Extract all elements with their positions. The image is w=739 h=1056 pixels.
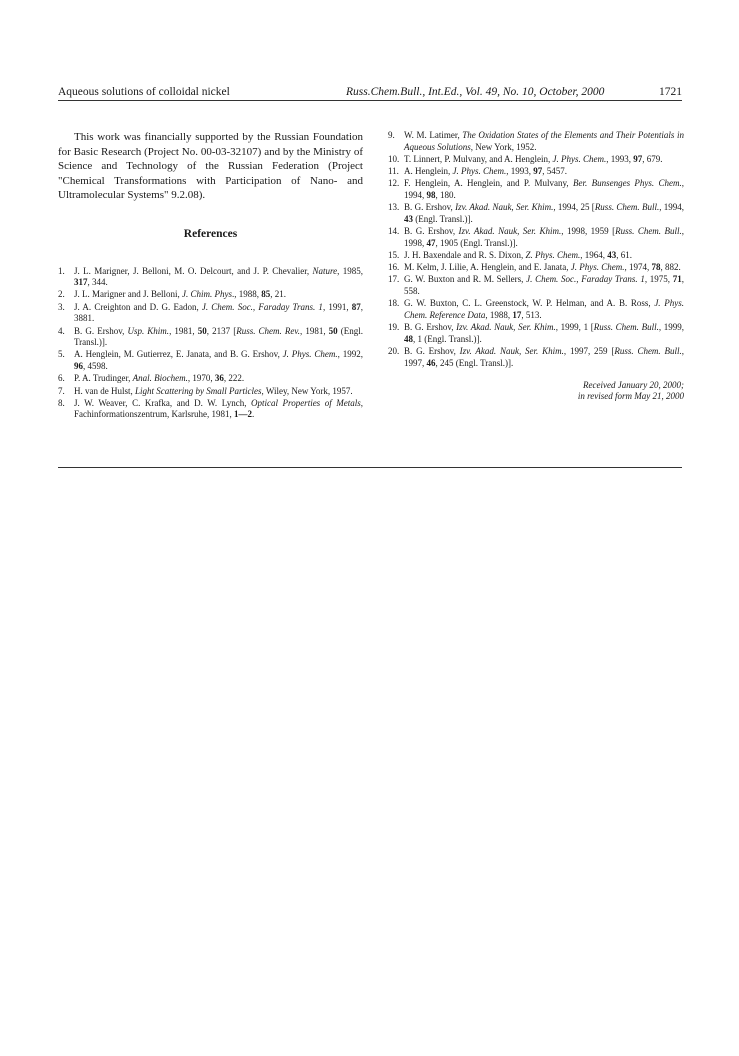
reference-text: 98 <box>426 190 436 201</box>
reference-text: T. Linnert, P. Mulvany, and A. Henglein, <box>404 153 553 164</box>
reference-number: 6. <box>58 373 65 384</box>
reference-text: 50 <box>197 325 207 336</box>
reference-text: B. G. Ershov, <box>404 226 459 237</box>
right-column <box>388 130 684 403</box>
received-date: Received January 20, 2000; <box>583 379 684 390</box>
references-heading: References <box>183 227 238 240</box>
reference-text: G. W. Buxton, C. L. Greenstock, W. P. Helman, and A. B. Ross, <box>404 298 655 309</box>
reference-text: , 1992, <box>337 349 363 360</box>
reference-item <box>388 130 684 153</box>
reference-text: , 1998, 1959 [ <box>561 226 616 237</box>
reference-text: Anal. Biochem. <box>132 373 188 384</box>
reference-text: J. Chim. Phys <box>181 289 232 300</box>
reference-text: , 1991, <box>322 301 352 312</box>
reference-text: , Fachinformationszentrum, Karlsruhe, 1981, <box>74 397 363 420</box>
left-column <box>58 130 363 422</box>
article-short-title: Aqueous solutions of colloidal nickel <box>58 86 230 98</box>
reference-text: , 1998, <box>404 226 685 248</box>
reference-text: , 1997, 259 [ <box>563 346 615 357</box>
reference-number: 3. <box>58 301 65 312</box>
reference-text: A. Henglein, M. Gutierrez, E. Janata, and B. G. Ershov, <box>74 349 283 360</box>
reference-item <box>388 274 684 297</box>
reference-item <box>388 226 684 249</box>
reference-text: , 3881. <box>74 301 364 324</box>
reference-text: B. G. Ershov, <box>404 202 456 213</box>
reference-number: 19. <box>388 322 400 333</box>
reference-text: (Engl. Transl.)]. <box>413 213 473 224</box>
reference-text: , 1994, <box>659 202 685 213</box>
reference-text: 87 <box>351 301 361 312</box>
reference-number: 14. <box>388 226 400 237</box>
reference-text: 97 <box>533 166 543 177</box>
reference-text: J. Phys. Chem. Reference Data <box>404 298 684 321</box>
reference-text: (Engl. Transl.)]. <box>74 325 364 348</box>
reference-text: J. Chem. Soc., Faraday Trans. 1 <box>526 274 645 285</box>
reference-text: Optical Properties of Metals <box>251 397 361 408</box>
reference-text: 96 <box>74 361 83 372</box>
reference-text: B. G. Ershov, <box>404 346 460 357</box>
reference-text: W. M. Latimer, <box>404 130 463 140</box>
reference-text: , 1993, <box>506 166 534 177</box>
reference-text: , 1970, <box>187 373 215 384</box>
reference-text: Usp. Khim. <box>127 325 170 336</box>
reference-text: J. A. Creighton and D. G. Eadon, <box>74 301 202 312</box>
reference-text: 71 <box>672 274 682 285</box>
reference-text: , 1975, <box>644 274 673 285</box>
reference-text: J. Chem. Soc., Faraday Trans. 1 <box>201 301 323 312</box>
reference-item <box>58 266 363 289</box>
reference-text: 43 <box>607 250 617 261</box>
reference-number: 11. <box>388 166 399 177</box>
reference-text: Russ. Chem. Bull. <box>614 346 682 357</box>
reference-text: , 222. <box>223 373 245 384</box>
reference-text: , 1988, <box>485 310 513 321</box>
reference-text: J. Phys. Chem. <box>452 166 507 177</box>
reference-text: Z. Phys. Chem. <box>525 250 581 261</box>
reference-text: 317 <box>74 277 88 288</box>
reference-number: 5. <box>58 349 65 360</box>
reference-number: 13. <box>388 202 400 213</box>
reference-text: , 558. <box>404 274 684 297</box>
reference-item <box>388 322 684 345</box>
reference-text: , 245 (Engl. Transl.)]. <box>435 357 514 368</box>
reference-text: , 5457. <box>542 166 567 177</box>
reference-item <box>58 386 363 398</box>
reference-number: 12. <box>388 178 400 189</box>
reference-text: J. H. Baxendale and R. S. Dixon, <box>404 250 526 261</box>
reference-item <box>388 346 684 369</box>
reference-text: J. Phys. Chem. <box>552 153 607 164</box>
reference-text: . <box>251 409 255 420</box>
reference-text: 78 <box>651 262 661 273</box>
reference-number: 9. <box>388 130 395 140</box>
reference-text: P. A. Trudinger, <box>74 373 133 384</box>
revised-date: in revised form May 21, 2000 <box>577 391 684 402</box>
reference-text: , 1994, 25 [ <box>553 202 595 213</box>
reference-text: 17 <box>512 310 522 321</box>
reference-item <box>58 373 363 385</box>
reference-text: , Wiley, New York, 1957. <box>261 385 353 396</box>
reference-number: 18. <box>388 298 400 309</box>
reference-text: J. Phys. Chem. <box>570 262 625 273</box>
reference-text: , 61. <box>616 250 632 261</box>
reference-text: Russ. Chem. Bull. <box>615 226 682 237</box>
reference-text: , 2137 [ <box>206 325 237 336</box>
reference-text: M. Kelm, J. Lilie, A. Henglein, and E. Janata, <box>404 262 571 273</box>
reference-text: 97 <box>633 153 643 164</box>
reference-text: , 344. <box>87 277 108 288</box>
reference-text: , 1974, <box>624 262 652 273</box>
reference-text: Izv. Akad. Nauk, Ser. Khim. <box>458 226 562 237</box>
reference-text: Izv. Akad. Nauk, Ser. Khim. <box>455 202 554 213</box>
reference-item <box>388 262 684 274</box>
reference-text: , 1999, 1 [ <box>555 322 594 333</box>
reference-text: Izv. Akad. Nauk, Ser. Khim. <box>459 346 564 357</box>
reference-text: , 1981, <box>299 325 329 336</box>
reference-text: Izv. Akad. Nauk, Ser. Khim. <box>456 322 556 333</box>
reference-text: Russ. Chem. Bull. <box>593 322 659 333</box>
reference-text: , 180. <box>435 190 456 201</box>
reference-number: 16. <box>388 262 400 273</box>
reference-text: , 1 (Engl. Transl.)]. <box>413 333 482 344</box>
running-head <box>58 84 682 101</box>
reference-text: , 1994, <box>404 178 684 201</box>
reference-text: 46 <box>426 357 436 368</box>
reference-text: , 1999, <box>658 322 685 333</box>
reference-text: , 1905 (Engl. Transl.)]. <box>435 237 518 248</box>
reference-text: G. W. Buxton and R. M. Sellers, <box>404 274 527 285</box>
reference-text: Ber. Bunsenges Phys. Chem. <box>573 178 682 189</box>
reference-text: F. Henglein, A. Henglein, and P. Mulvany, <box>404 178 574 189</box>
reference-list-left <box>58 266 363 422</box>
reference-item <box>388 166 684 178</box>
reference-number: 10. <box>388 153 400 164</box>
reference-text: 43 <box>404 213 413 224</box>
reference-item <box>388 178 684 201</box>
reference-text: Russ. Chem. Rev. <box>236 325 300 336</box>
reference-text: B. G. Ershov, <box>404 322 457 333</box>
reference-text: Russ. Chem. Bull. <box>594 202 660 213</box>
reference-number: 17. <box>388 274 400 285</box>
reference-number: 15. <box>388 250 400 261</box>
reference-text: 1—2 <box>233 409 252 420</box>
reference-text: A. Henglein, <box>404 166 453 177</box>
reference-text: ., 1988, <box>231 289 262 300</box>
page-number: 1721 <box>659 86 682 98</box>
reference-text: , New York, 1952. <box>470 141 537 152</box>
reference-text: , 1981, <box>169 325 198 336</box>
reference-text: J. L. Marigner, J. Belloni, M. O. Delcourt, and J. P. Chevalier, <box>74 265 313 276</box>
reference-text: , 1985, <box>337 265 363 276</box>
reference-text: J. W. Weaver, C. Krafka, and D. W. Lynch, <box>74 397 251 408</box>
reference-text: 50 <box>328 325 338 336</box>
reference-text: , 679. <box>642 153 663 164</box>
reference-text: , 513. <box>521 310 542 321</box>
bottom-rule <box>58 467 682 468</box>
reference-text: Light Scattering by Small Particles <box>135 385 262 396</box>
reference-number: 7. <box>58 385 65 396</box>
reference-text: H. van de Hulst, <box>74 385 135 396</box>
reference-text: 48 <box>404 333 413 344</box>
reference-text: , 21. <box>270 289 286 300</box>
reference-text: The Oxidation States of the Elements and Their Potentials in Aqueous Solutions <box>404 130 685 152</box>
received-dates <box>388 380 684 403</box>
reference-item <box>58 326 363 349</box>
reference-number: 4. <box>58 325 65 336</box>
reference-item <box>58 289 363 301</box>
acknowledgment-paragraph: This work was financially supported by the Russian Foundation for Basic Research (Project No. 00-03-32107) and by the Ministry of Science and Technology of the Russian Federation (Project "Chemical Transformations with Participation of Nano- and Ultramolecular Systems" 9.2.08). <box>58 131 363 201</box>
journal-citation: Russ.Chem.Bull., Int.Ed., Vol. 49, No. 10, October, 2000 <box>346 86 605 98</box>
reference-text: B. G. Ershov, <box>74 325 128 336</box>
reference-item <box>58 349 363 372</box>
reference-item <box>388 202 684 225</box>
reference-text: 47 <box>426 237 436 248</box>
reference-list-right <box>388 130 684 370</box>
reference-text: , 1993, <box>606 153 634 164</box>
reference-item <box>388 298 684 321</box>
reference-text: 85 <box>261 289 271 300</box>
reference-text: J. L. Marigner and J. Belloni, <box>74 289 182 300</box>
reference-item <box>58 398 363 421</box>
reference-item <box>388 250 684 262</box>
reference-item <box>58 302 363 325</box>
reference-text: Nature <box>312 265 338 276</box>
reference-text: , 1964, <box>580 250 608 261</box>
reference-text: J. Phys. Chem. <box>282 349 338 360</box>
reference-number: 8. <box>58 397 65 408</box>
reference-text: , 882. <box>660 262 681 273</box>
reference-number: 2. <box>58 289 65 300</box>
reference-text: , 4598. <box>83 361 108 372</box>
reference-number: 20. <box>388 346 400 357</box>
reference-item <box>388 154 684 166</box>
reference-text: , 1997, <box>404 346 685 368</box>
reference-text: 36 <box>214 373 224 384</box>
reference-number: 1. <box>58 265 65 276</box>
